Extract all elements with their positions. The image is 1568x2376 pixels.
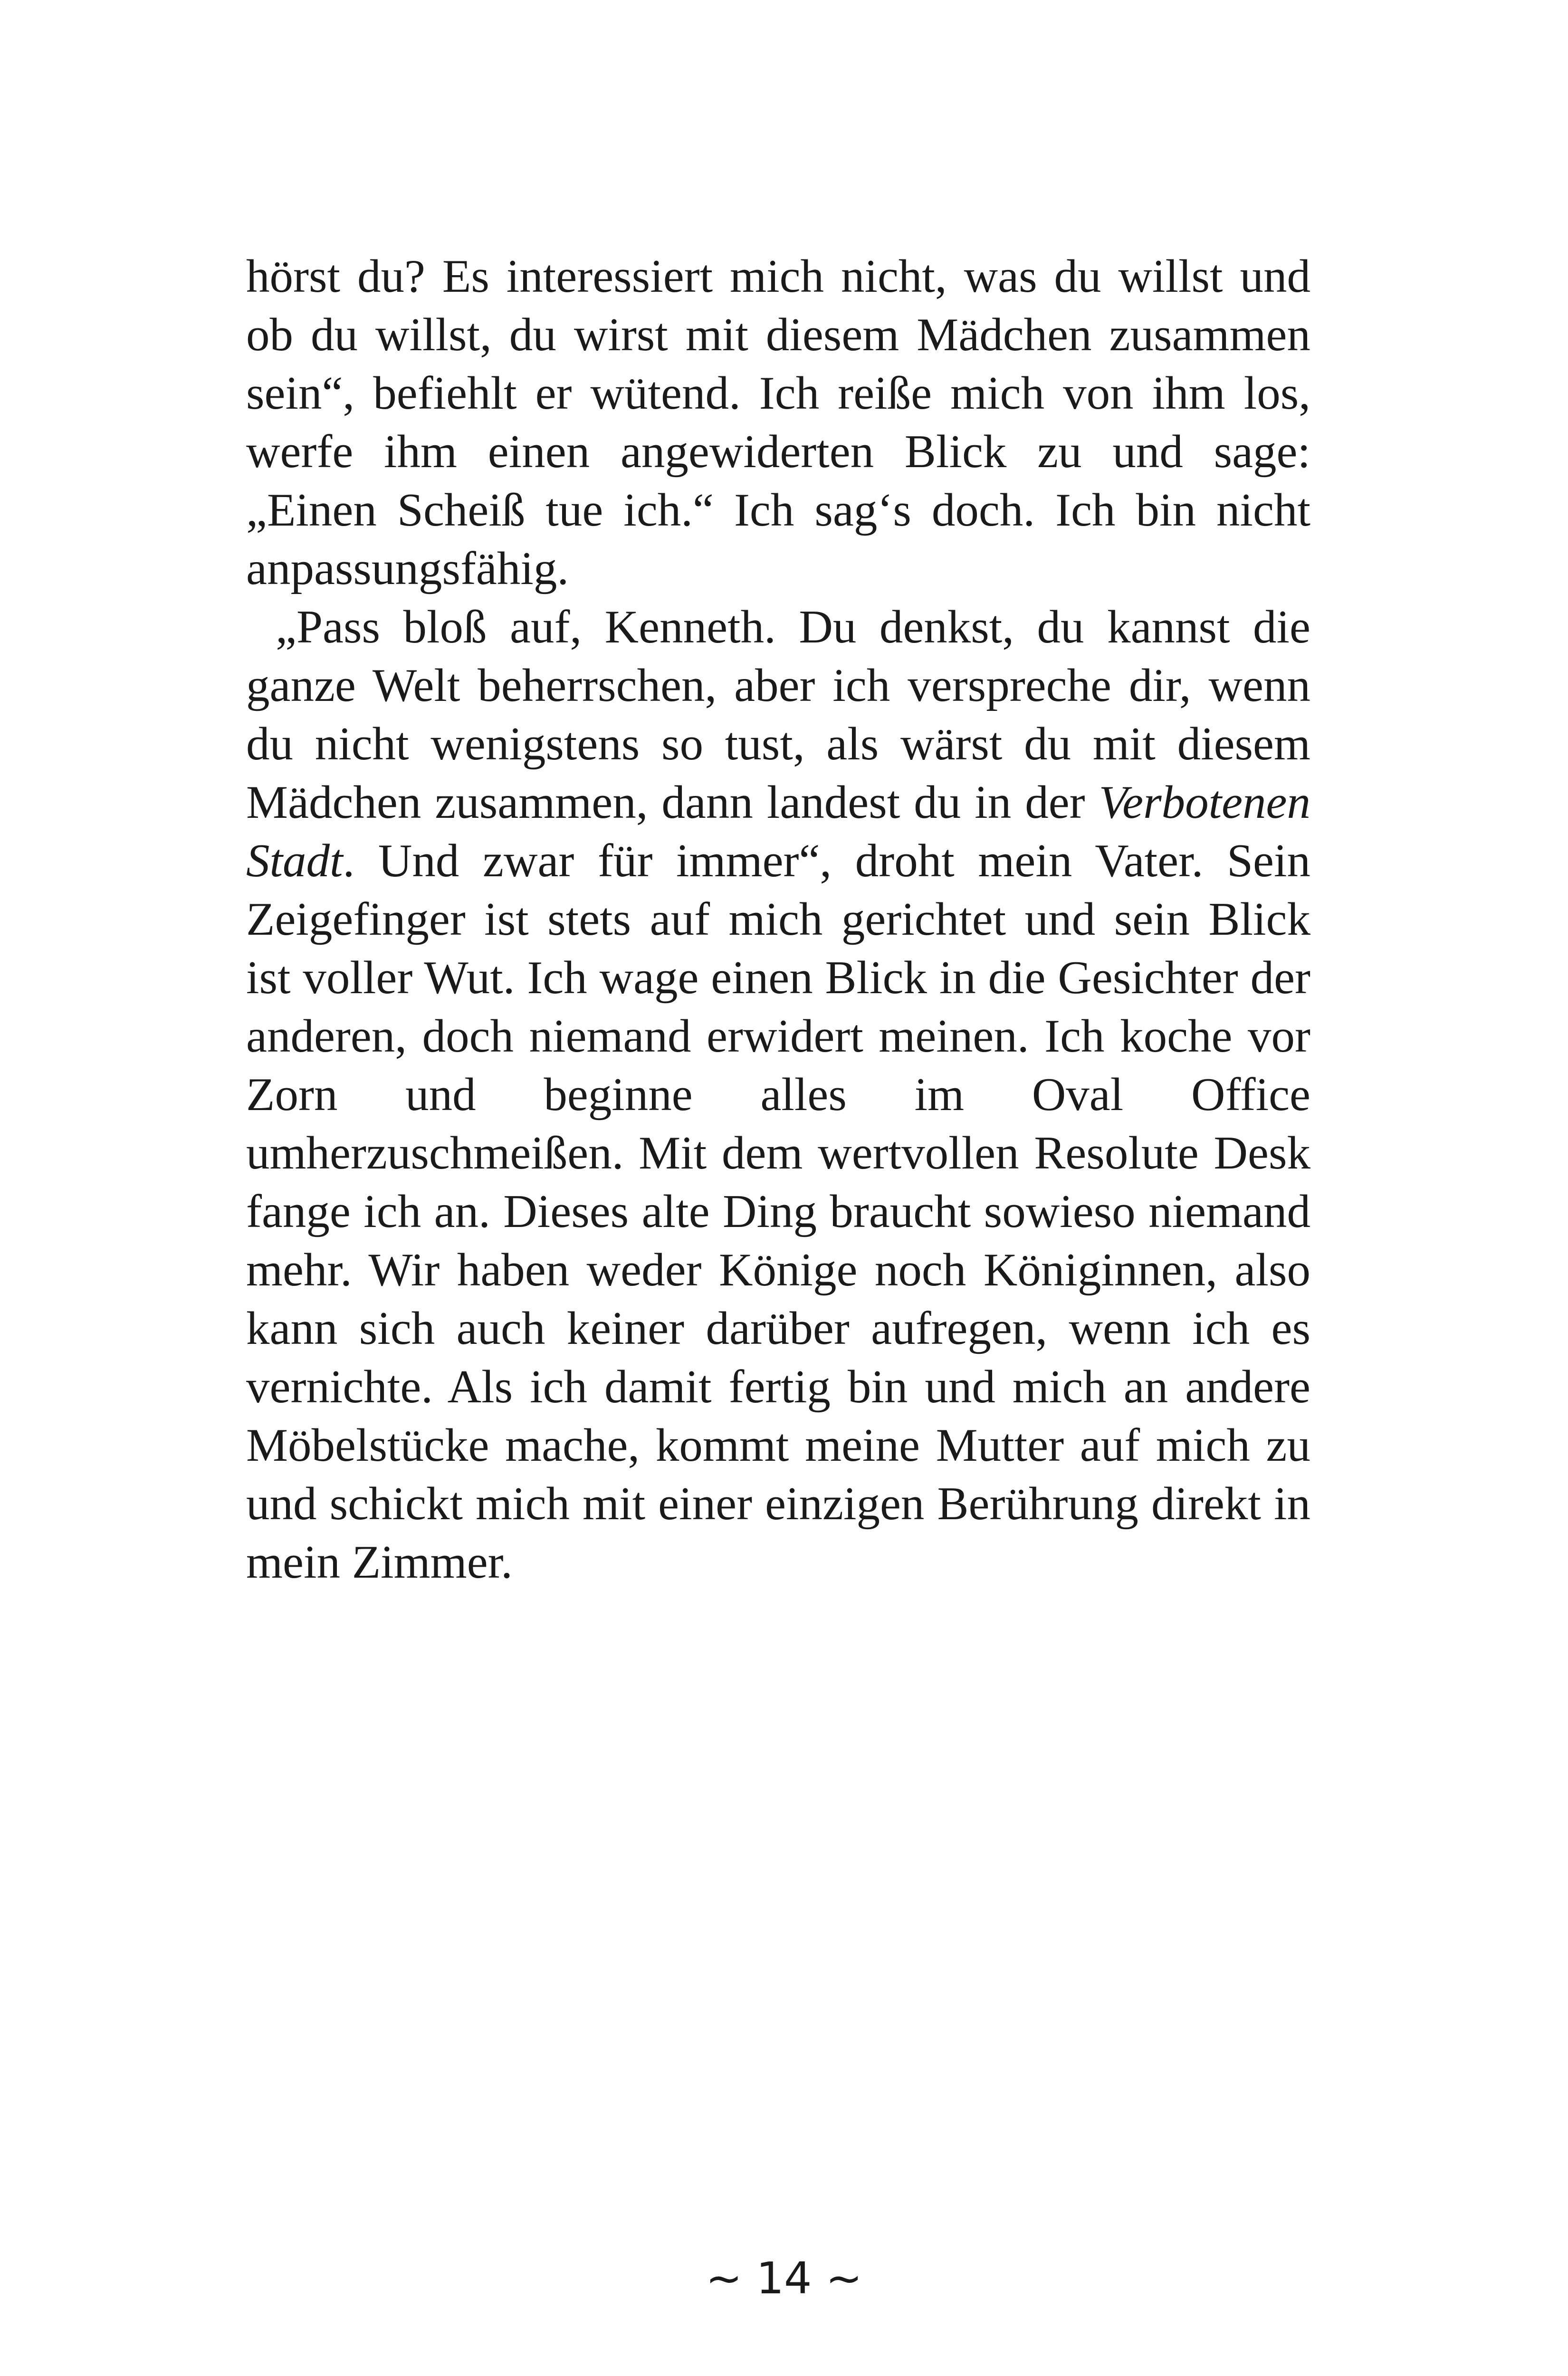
- paragraph-1-text: hörst du? Es interessiert mich nicht, was du willst und ob du willst, du wirst mit diesem Mädchen zusammen sein“, befiehlt er wütend. Ich reiße mich von ihm los, werfe ihm einen angewiderten Blick zu und sage: „Einen Scheiß tue ich.“ Ich sag‘s doch. Ich bin nicht anpassungsfähig.: [246, 250, 1310, 594]
- page-number: ~ 14 ~: [706, 2253, 862, 2304]
- body-text: [246, 247, 1310, 1591]
- paragraph-1: [246, 247, 1310, 598]
- paragraph-2-text-before: „Pass bloß auf, Kenneth. Du denkst, du kannst die ganze Welt beherrschen, aber ich verspreche dir, wenn du nicht wenigstens so tust, als wärst du mit diesem Mädchen zusammen, dann landest du in der: [246, 601, 1310, 828]
- emphasized-place-name: Verbotenen Stadt: [246, 776, 1310, 887]
- paragraph-2: [246, 598, 1310, 1591]
- paragraph-2-text-after: . Und zwar für immer“, droht mein Vater. Sein Zeigefinger ist stets auf mich gerichtet und sein Blick ist voller Wut. Ich wage einen Blick in die Gesichter der anderen, doch niemand erwidert meinen. Ich koche vor Zorn und beginne alles im Oval Office umherzuschmeißen. Mit dem wertvollen Resolute Desk fange ich an. Dieses alte Ding braucht sowieso niemand mehr. Wir haben weder Könige noch Königinnen, also kann sich auch keiner darüber aufregen, wenn ich es vernichte. Als ich damit fertig bin und mich an andere Möbelstücke mache, kommt meine Mutter auf mich zu und schickt mich mit einer einzigen Berührung direkt in mein Zimmer.: [246, 835, 1310, 1588]
